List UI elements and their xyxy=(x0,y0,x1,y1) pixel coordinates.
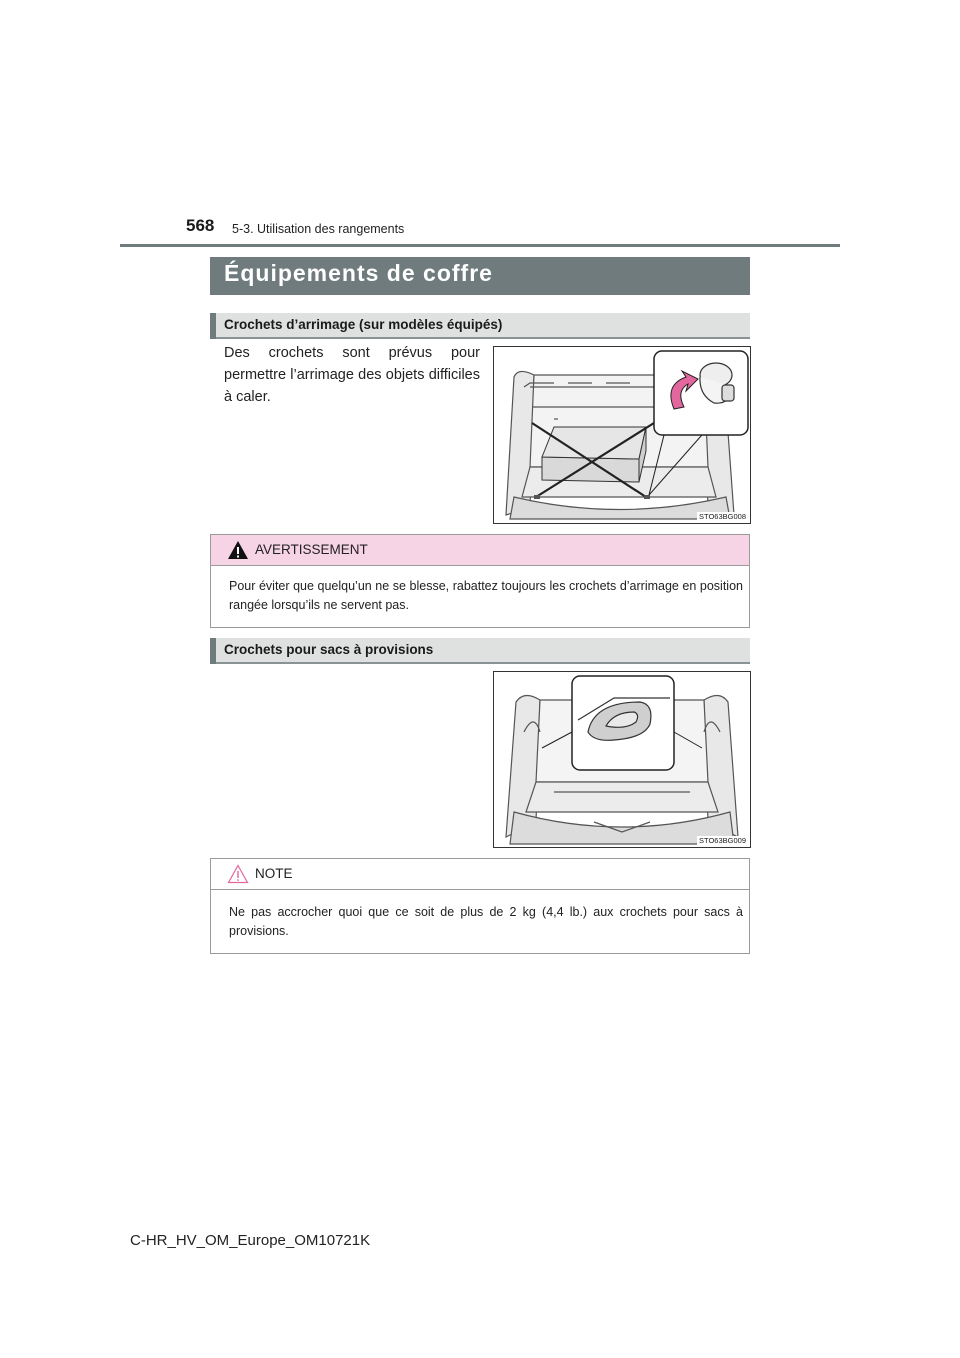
warning-icon xyxy=(227,540,249,560)
figure-code: STO63BG009 xyxy=(699,836,746,845)
grocery-hooks-illustration xyxy=(493,671,751,848)
section-header xyxy=(210,257,750,295)
tie-down-description: Des crochets sont prévus pour permettre l’arrimage des objets difficiles à caler. xyxy=(224,345,480,405)
trunk-cargo-image xyxy=(494,347,750,523)
document-id: C-HR_HV_OM_Europe_OM10721K xyxy=(130,1232,371,1249)
note-label: NOTE xyxy=(255,866,293,881)
tie-down-hooks-illustration xyxy=(493,346,751,524)
subsection-header-tie-down xyxy=(210,313,750,339)
subsection-title: Crochets d’arrimage (sur modèles équipés) xyxy=(224,317,503,332)
subsection-header-grocery xyxy=(210,638,750,664)
subsection-bar xyxy=(210,638,216,664)
warning-box xyxy=(210,534,750,628)
note-box xyxy=(210,858,750,954)
section-title: Équipements de coffre xyxy=(224,260,493,286)
subsection-bar xyxy=(210,313,216,339)
warning-label: AVERTISSEMENT xyxy=(255,542,368,557)
chapter-title: 5-3. Utilisation des rangements xyxy=(232,222,405,236)
header-rule xyxy=(120,244,840,247)
warning-header xyxy=(211,535,749,566)
note-text: Ne pas accrocher quoi que ce soit de plus de 2 kg (4,4 lb.) aux crochets pour sacs à provisions. xyxy=(229,905,743,938)
caution-icon xyxy=(227,864,249,884)
warning-text: Pour éviter que quelqu’un ne se blesse, rabattez toujours les crochets d’arrimage en position rangée lorsqu’ils ne servent pas. xyxy=(229,579,743,612)
page-number: 568 xyxy=(186,216,215,235)
subsection-title: Crochets pour sacs à provisions xyxy=(224,642,434,657)
note-header xyxy=(211,859,749,890)
figure-code: STO63BG008 xyxy=(699,512,746,521)
trunk-grocery-image xyxy=(494,672,750,847)
